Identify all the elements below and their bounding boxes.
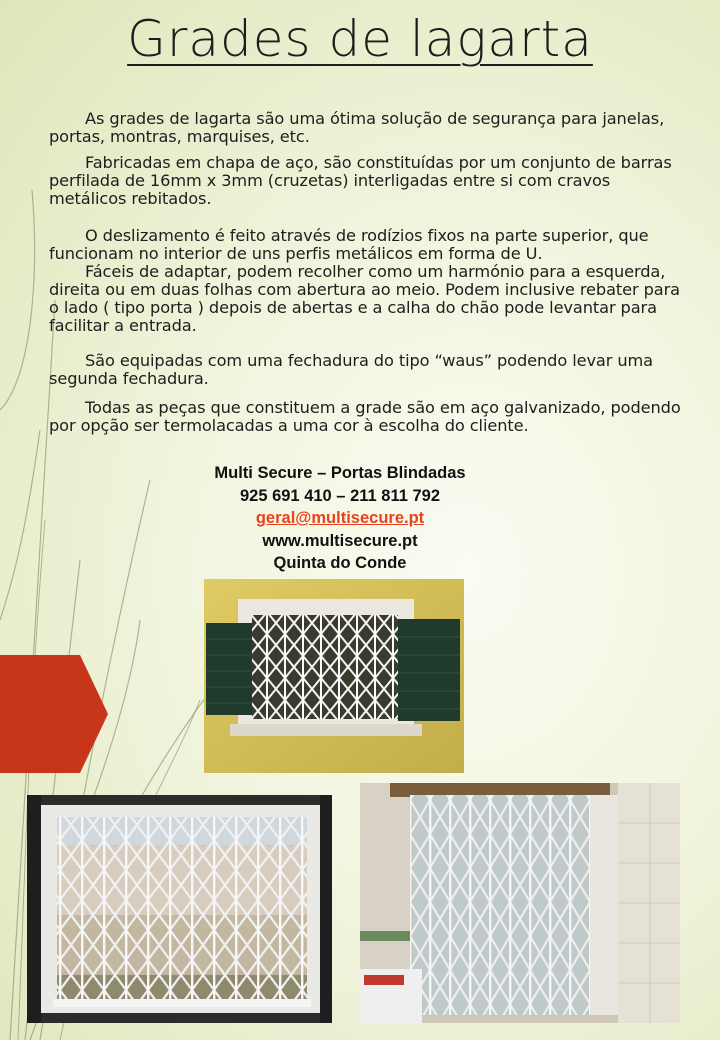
paragraph-lock: São equipadas com uma fechadura do tipo “waus” podendo levar uma segunda fechadura. xyxy=(49,351,653,388)
page-title: Grades de lagarta xyxy=(127,10,593,68)
website: www.multisecure.pt xyxy=(262,531,418,550)
body-text xyxy=(49,399,681,435)
photo-interior-window xyxy=(27,795,332,1023)
paragraph-intro: As grades de lagarta são uma ótima solução de segurança para janelas, portas, montras, marquises, etc. xyxy=(49,109,665,146)
phone-numbers: 925 691 410 – 211 811 792 xyxy=(239,486,441,505)
paragraph-adapt: Fáceis de adaptar, podem recolher como um harmónio para a esquerda, direita ou em duas folhas com abertura ao meio. Podem inclusive rebater para o lado ( tipo porta ) depois de abertas e a calha do chão pode levantar para facilitar a entrada. xyxy=(49,262,680,335)
paragraph-sliding: O deslizamento é feito através de rodízios fixos na parte superior, que funcionam no interior de uns perfis metálicos em forma de U. xyxy=(49,226,649,263)
photo-kitchen-window xyxy=(360,783,680,1023)
email-link[interactable]: geral@multisecure.pt xyxy=(255,509,425,527)
paragraph-material: Fabricadas em chapa de aço, são constituídas por um conjunto de barras perfilada de 16mm x 3mm (cruzetas) interligadas entre si com cravos metálicos rebitados. xyxy=(49,153,672,208)
contact-block xyxy=(0,462,680,575)
company-name: Multi Secure – Portas Blindadas xyxy=(214,464,466,482)
body-text xyxy=(49,352,681,388)
paragraph-finish: Todas as peças que constituem a grade são em aço galvanizado, podendo por opção ser termolacadas a uma cor à escolha do cliente. xyxy=(49,398,681,435)
red-arrow-tab xyxy=(0,655,108,773)
body-text xyxy=(49,154,681,208)
photo-window-shutters xyxy=(204,579,464,773)
body-text xyxy=(49,227,681,335)
body-text xyxy=(49,110,681,146)
location: Quinta do Conde xyxy=(273,554,407,572)
